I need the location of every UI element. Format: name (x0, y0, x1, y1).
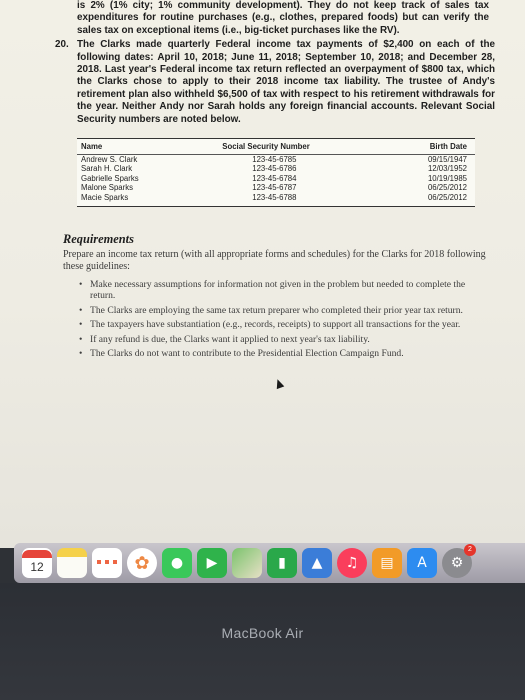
requirements-intro: Prepare an income tax return (with all appropriate forms and schedules) for the Clarks for 2018 following these guidelines: (63, 249, 486, 273)
cell-name: Malone Sparks (81, 183, 134, 193)
reminders-icon[interactable] (92, 548, 122, 578)
cell-ssn: 123-45-6784 (252, 173, 297, 183)
requirements-list (79, 279, 469, 359)
list-item: • The Clarks do not want to contribute to the Presidential Election Campaign Fund. (79, 348, 469, 359)
header-birth-date: Birth Date (393, 139, 475, 155)
list-item: • The taxpayers have substantiation (e.g., records, receipts) to support all transactions for the year. (79, 319, 469, 330)
requirements-heading: Requirements (63, 231, 134, 246)
cell-birth-date: 09/15/1947 (427, 154, 467, 164)
cell-ssn: 123-45-6788 (182, 193, 393, 206)
numbers-icon[interactable]: ▮ (267, 548, 297, 578)
header-ssn: Social Security Number (182, 139, 393, 155)
keynote-icon[interactable]: ▲ (302, 548, 332, 578)
table-row (77, 164, 475, 174)
books-icon[interactable]: ▤ (372, 548, 402, 578)
cell-birth-date: 10/19/1985 (427, 173, 467, 183)
list-item: • If any refund is due, the Clarks want it applied to next year's tax liability. (79, 334, 469, 345)
cell-ssn: 123-45-6785 (252, 154, 297, 164)
device-label: MacBook Air (221, 625, 304, 641)
app-store-icon[interactable]: A (407, 548, 437, 578)
table-row (77, 174, 475, 184)
cell-name: Macie Sparks (77, 193, 182, 206)
header-name: Name (77, 139, 182, 155)
cell-ssn: 123-45-6787 (252, 183, 297, 193)
textbook-page (55, 0, 495, 362)
social-security-table (77, 138, 475, 207)
cell-name: Sarah H. Clark (81, 164, 133, 174)
calendar-icon[interactable] (22, 548, 52, 578)
cell-name: Gabrielle Sparks (81, 173, 139, 183)
table-header-row (77, 139, 475, 155)
photos-icon[interactable]: ✿ (127, 548, 157, 578)
mouse-pointer-icon (274, 378, 285, 389)
cell-birth-date: 12/03/1952 (427, 164, 467, 174)
notes-icon[interactable] (57, 548, 87, 578)
problem-text: The Clarks made quarterly Federal income tax payments of $2,400 on each of the following dates: April 10, 2018; June 11, 2018; September 10, 2018; and December 28, 2018. Last year's Federal income tax return reflected an overpayment of $800 tax, which the Clarks chose to apply to their 2018 income tax liability. The trustee of Andy's retirement plan also withheld $6,500 of tax with respect to his retirement withdrawals for the year. Neither Andy nor Sarah holds any foreign financial accounts. Relevant Social Security numbers are noted below. (77, 39, 495, 125)
facetime-icon[interactable]: ▶ (197, 548, 227, 578)
music-icon[interactable]: ♫ (337, 548, 367, 578)
table-row (77, 154, 475, 164)
intro-paragraph: is 2% (1% city; 1% community development). They do not keep track of sales tax expenditures for routine purchases (e.g., clothes, prepared foods) but can verify the sales tax on exceptional items (i.e., big-ticket purchases like the RV). (77, 0, 489, 36)
laptop-bezel (0, 583, 525, 700)
cell-birth-date: 06/25/2012 (393, 193, 475, 206)
calendar-header (22, 550, 52, 558)
notification-badge: 2 (464, 544, 476, 556)
messages-icon[interactable]: ● (162, 548, 192, 578)
table-row (77, 183, 475, 193)
calendar-day: 12 (30, 560, 44, 574)
system-preferences-icon[interactable]: ⚙ 2 (442, 548, 472, 578)
cell-name: Andrew S. Clark (81, 154, 138, 164)
list-item: • The Clarks are employing the same tax return preparer who completed their prior year tax return. (79, 305, 469, 316)
cell-birth-date: 06/25/2012 (427, 183, 467, 193)
cell-ssn: 123-45-6786 (252, 164, 297, 174)
dock (14, 543, 525, 583)
problem-20 (55, 39, 495, 126)
list-item: • Make necessary assumptions for information not given in the problem but needed to complete the return. (79, 279, 469, 302)
problem-number: 20. (55, 39, 69, 51)
table-row (77, 193, 475, 206)
maps-icon[interactable] (232, 548, 262, 578)
